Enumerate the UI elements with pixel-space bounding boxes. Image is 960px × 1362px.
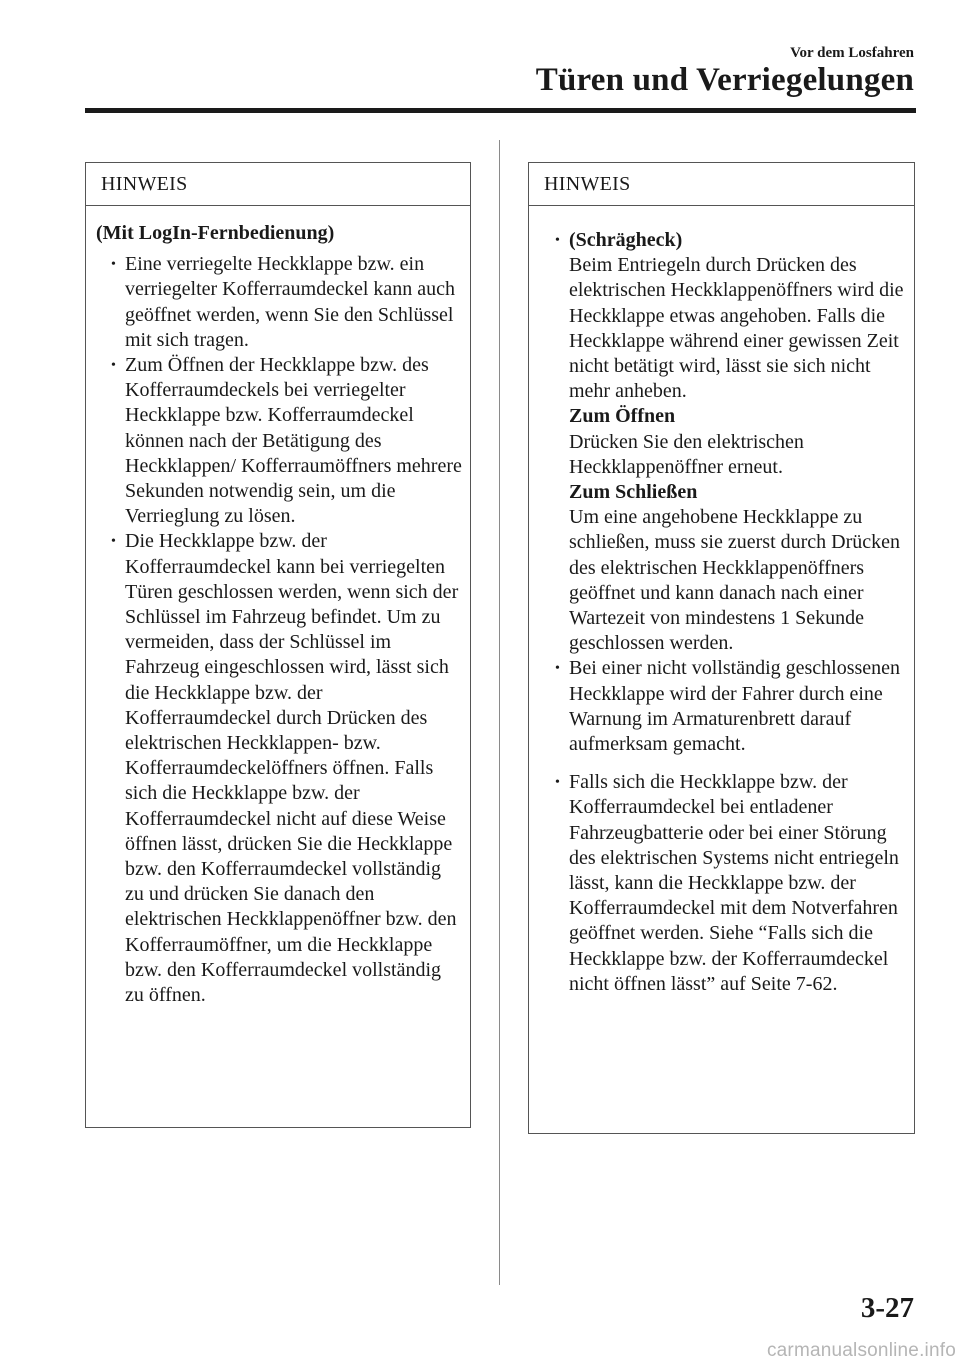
page-title: Türen und Verriegelungen <box>535 62 914 98</box>
header-rule <box>85 108 916 113</box>
section-title: Vor dem Losfahren <box>790 45 914 61</box>
item-title: (Schrägheck) <box>569 229 683 251</box>
bullet-icon: • <box>111 257 116 273</box>
note-list <box>96 252 462 1008</box>
list-item: • Bei einer nicht vollständig geschlossenen Heckklappe wird der Fahrer durch eine Warnung im Armaturenbrett darauf aufmerksam gemacht. <box>555 657 901 756</box>
note-body <box>529 206 914 997</box>
column-divider <box>499 140 500 1285</box>
bullet-icon: • <box>111 534 116 550</box>
list-item <box>553 228 906 656</box>
list-item: • Die Heckklappe bzw. der Kofferraumdeckel kann bei verriegelten Türen geschlossen werden, wenn sich der Schlüssel im Fahrzeug befindet. Um zu vermeiden, dass der Schlüssel im Fahrzeug eingeschlossen wird, lässt sich die Heckklappe bzw. der Kofferraumdeckel durch Drücken des elektrischen Heckklappen- bzw. Kofferraumdeckelöffners öffnen. Falls sich die Heckklappe bzw. der Kofferraumdeckel nicht auf diese Weise öffnen lässt, drücken Sie die Heckklappe bzw. den Kofferraumdeckel vollständig zu und drücken Sie danach den elektrischen Heckklappenöffner bzw. den Kofferraumöffner, um die Heckklappe bzw. den Kofferraumdeckel vollständig zu öffnen. <box>111 530 459 1007</box>
item-text: Beim Entriegeln durch Drücken des elektrischen Heckklappenöffners wird die Heckklappe etwas angehoben. Falls die Heckklappe während einer gewissen Zeit nicht betätigt wird, lässt sie sich nicht mehr anheben. <box>569 254 904 403</box>
page-number: 3-27 <box>860 1292 914 1324</box>
note-heading: HINWEIS <box>529 163 914 206</box>
bullet-icon: • <box>555 233 560 248</box>
note-heading: HINWEIS <box>86 163 470 206</box>
bullet-icon: • <box>555 775 560 791</box>
list-item: • Eine verriegelte Heckklappe bzw. ein verriegelter Kofferraumdeckel kann auch geöffnet werden, wenn Sie den Schlüssel mit sich tragen. <box>111 253 456 351</box>
close-text: Um eine angehobene Heckklappe zu schließen, muss sie zuerst durch Drücken des elektrischen Heckklappenöffners geöffnet und kann danach nach einer Wartezeit von mindestens 1 Sekunde geschlossen werden. <box>569 506 901 655</box>
bullet-icon: • <box>555 661 560 677</box>
list-item: • Falls sich die Heckklappe bzw. der Kofferraumdeckel bei entladener Fahrzeugbatterie oder bei einer Störung des elektrischen Systems nicht entriegeln lässt, kann die Heckklappe bzw. der Kofferraumdeckel mit dem Notverfahren geöffnet werden. Siehe “Falls sich die Heckklappe bzw. der Kofferraumdeckel nicht öffnen lässt” auf Seite 7-62. <box>555 771 899 995</box>
note-box-right <box>528 162 915 1134</box>
open-text: Drücken Sie den elektrischen Heckklappenöffner erneut. <box>569 430 804 478</box>
note-box-left <box>85 162 471 1128</box>
list-item: • Zum Öffnen der Heckklappe bzw. des Kofferraumdeckels bei verriegelter Heckklappe bzw. Kofferraumdeckel können nach der Betätigung des Heckklappen/ Kofferraumöffners mehrere Sekunden notwendig sein, um die Verrieglung zu lösen. <box>111 354 462 528</box>
spacer <box>553 757 906 770</box>
note-list <box>553 770 906 997</box>
open-subheading: Zum Öffnen <box>569 405 676 428</box>
note-list <box>553 228 906 757</box>
bullet-icon: • <box>111 358 116 374</box>
watermark: carmanualsonline.info <box>766 1340 956 1361</box>
close-subheading: Zum Schließen <box>569 481 698 504</box>
note-subtitle: (Mit LogIn-Fernbedienung) <box>96 222 335 244</box>
note-body <box>86 206 470 1008</box>
